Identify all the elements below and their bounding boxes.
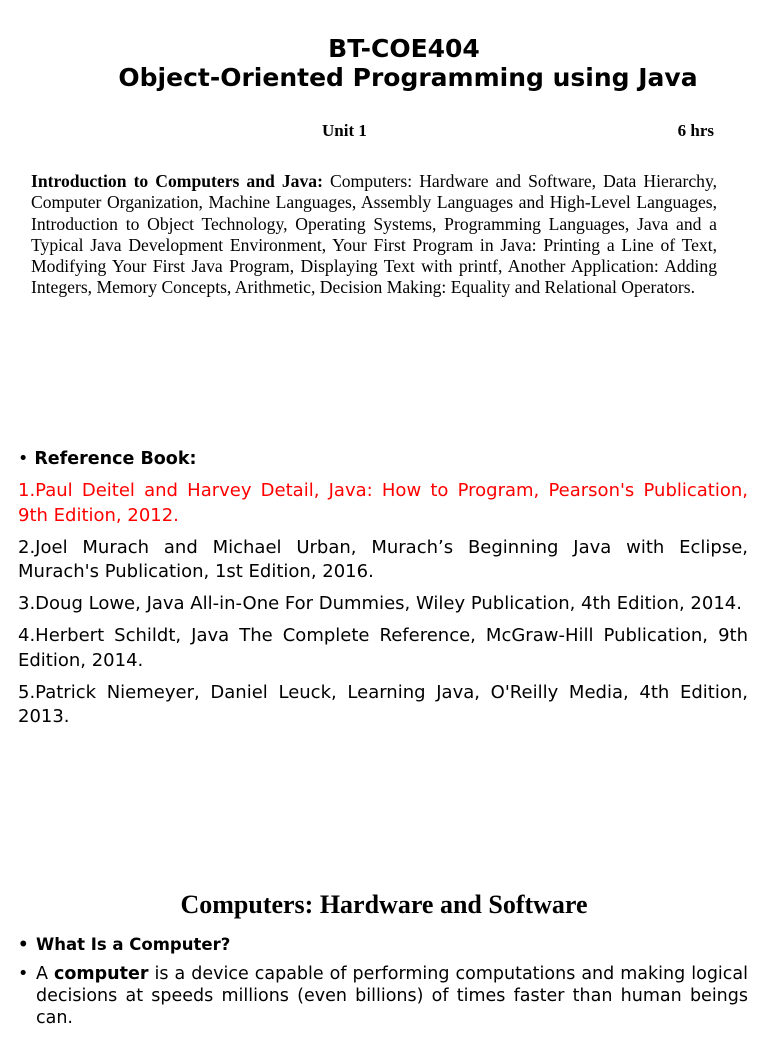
course-title: Object-Oriented Programming using Java xyxy=(118,63,698,92)
bullet-icon: • xyxy=(18,449,29,469)
unit-name: Unit 1 xyxy=(322,121,367,140)
reference-heading xyxy=(18,446,196,472)
definition-prefix: A xyxy=(36,964,54,984)
reference-item: 5.Patrick Niemeyer, Daniel Leuck, Learning Java, O'Reilly Media, 4th Edition, 2013. xyxy=(18,681,748,727)
bullet-icon: • xyxy=(18,935,29,954)
list-item xyxy=(18,963,748,1029)
definition-term: computer xyxy=(54,964,149,984)
reference-heading-label: Reference Book: xyxy=(34,449,197,469)
syllabus-body: Computers: Hardware and Software, Data Hierarchy, Computer Organization, Machine Languages, Assembly Languages and High-Level Languages, Introduction to Object Technology, Operating Systems, Programming Languages, Java and a Typical Java Development Environment, Your First Program in Java: Printing a Line of Text, Modifying Your First Java Program, Displaying Text with printf, Another Application: Adding Integers, Memory Concepts, Arithmetic, Decision Making: Equality and Relational Operators. xyxy=(31,171,717,298)
bullet-icon: • xyxy=(18,964,29,984)
list-item xyxy=(18,934,748,956)
syllabus-heading: Introduction to Computers and Java: xyxy=(31,171,323,191)
definition-text: is a device capable of performing computations and making logical decisions at speeds millions (even billions) of times faster than human beings can. xyxy=(36,964,748,1028)
course-code: BT-COE404 xyxy=(328,34,480,63)
question-text: What Is a Computer? xyxy=(36,935,231,954)
unit-hours: 6 hrs xyxy=(677,121,714,140)
syllabus-paragraph xyxy=(31,171,717,299)
section-title: Computers: Hardware and Software xyxy=(180,890,588,919)
reference-item: 4.Herbert Schildt, Java The Complete Reference, McGraw-Hill Publication, 9th Edition, 2014. xyxy=(18,625,748,671)
reference-item: 3.Doug Lowe, Java All-in-One For Dummies, Wiley Publication, 4th Edition, 2014. xyxy=(18,593,742,614)
section-bullets xyxy=(18,934,748,1037)
reference-list xyxy=(18,479,748,737)
reference-item: 1.Paul Deitel and Harvey Detail, Java: How to Program, Pearson's Publication, 9th Edition, 2012. xyxy=(18,480,748,526)
unit-row xyxy=(0,121,768,143)
reference-item: 2.Joel Murach and Michael Urban, Murach’s Beginning Java with Eclipse, Murach's Publication, 1st Edition, 2016. xyxy=(18,536,748,582)
